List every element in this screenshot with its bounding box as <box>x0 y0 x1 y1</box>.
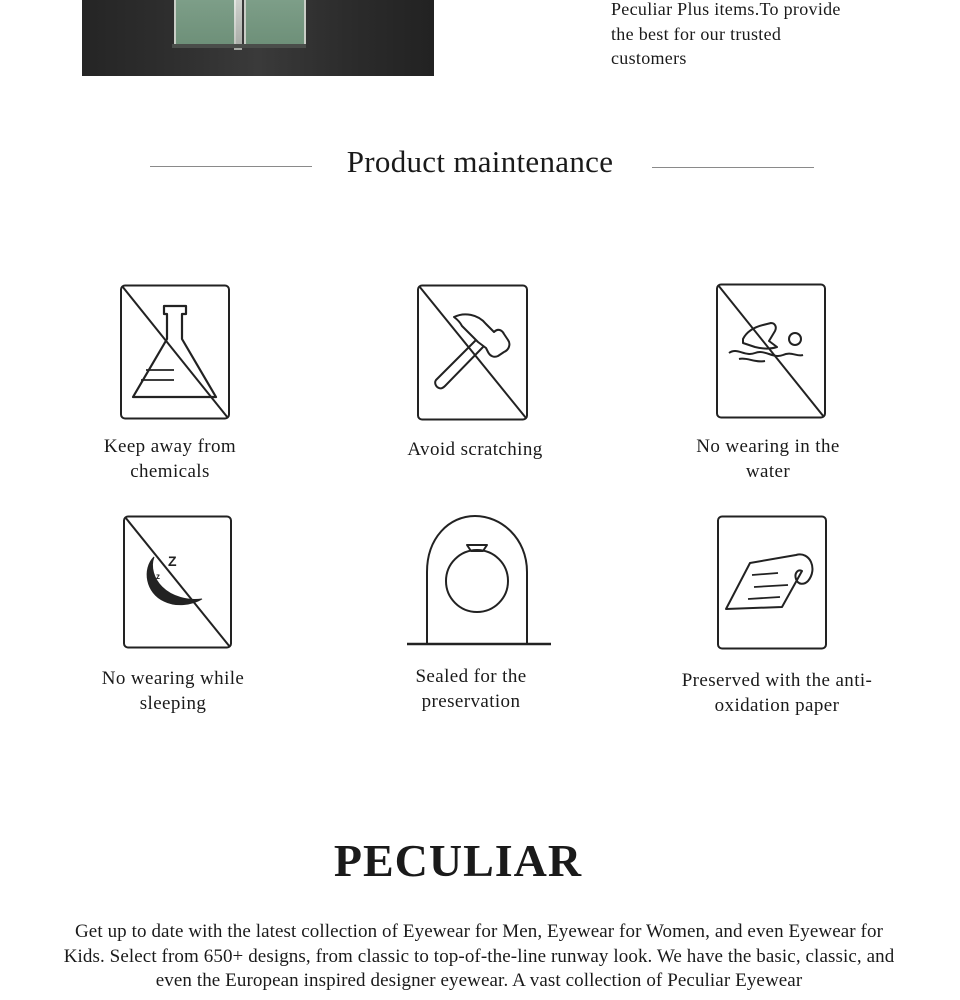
heading-rule-right <box>652 167 814 168</box>
no-sleeping-icon <box>122 515 233 650</box>
store-window-photo <box>82 0 434 76</box>
anti-oxidation-paper-icon <box>716 515 828 651</box>
no-chemicals-icon <box>119 284 231 421</box>
caption-water: No wearing in the water <box>696 436 840 482</box>
no-scratch-icon <box>416 284 529 421</box>
sealed-bag-icon <box>405 512 553 648</box>
intro-text: Peculiar Plus items.To provide the best for our trusted customers <box>611 0 841 68</box>
caption-scratching: Avoid scratching <box>407 439 543 460</box>
no-water-icon <box>715 283 827 420</box>
caption-anti-oxidation: Preserved with the anti-oxidation paper <box>681 670 873 716</box>
svg-text:z: z <box>156 572 160 581</box>
brand-name: PECULIAR <box>333 835 583 886</box>
caption-sealed: Sealed for the preservation <box>415 666 527 712</box>
caption-chemicals: Keep away from chemicals <box>103 436 237 482</box>
brand-description: Get up to date with the latest collection of Eyewear for Men, Eyewear for Women, and even Eyewear for Kids. Select from 650+ designs, from classic to top-of-the-line runway look. We have the basic, classic, and even the European inspired designer eyewear. A vast collection of Peculiar Eyewear <box>63 921 895 991</box>
section-title: Product maintenance <box>346 144 614 179</box>
caption-sleeping: No wearing while sleeping <box>101 668 245 714</box>
svg-text:Z: Z <box>168 553 177 569</box>
